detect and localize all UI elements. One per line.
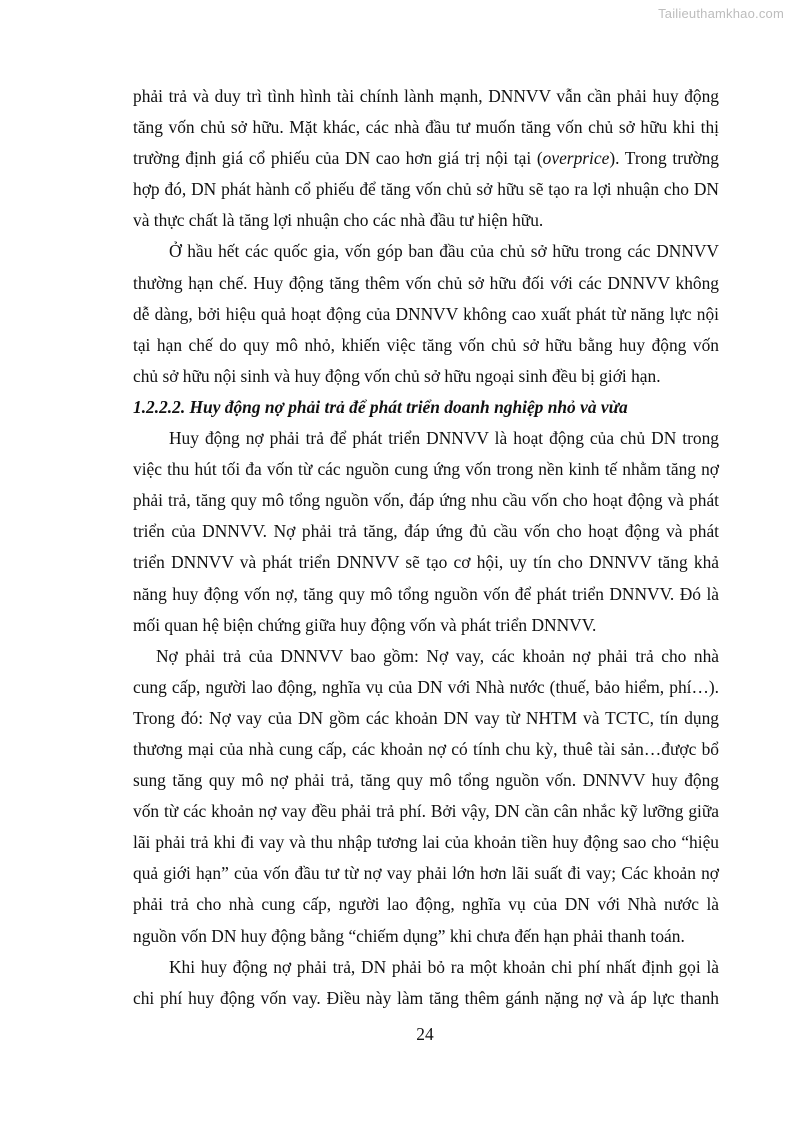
text-line: trường định giá cổ phiếu của DN cao hơn giá trị nội tại (overprice). Trong trường — [133, 148, 720, 169]
text-line: phải trả cho nhà cung cấp, người lao động, nghĩa vụ của DN với Nhà nước là — [133, 894, 719, 915]
text-line: cung cấp, người lao động, nghĩa vụ của DN với Nhà nước (thuế, bảo hiểm, phí…). — [133, 676, 719, 697]
text-line: nguồn vốn DN huy động bằng “chiếm dụng” khi chưa đến hạn phải thanh toán. — [133, 925, 685, 946]
text-line: lãi phải trả khi đi vay và thu nhập tương lai của khoản tiền huy động sao cho “hiệu — [133, 832, 719, 853]
text-line: Huy động nợ phải trả để phát triển DNNVV là hoạt động của chủ DN trong — [169, 428, 719, 449]
text-line: thương mại của nhà cung cấp, các khoản nợ có tính chu kỳ, thuê tài sản…được bổ — [133, 738, 719, 759]
text-line: phải trả và duy trì tình hình tài chính lành mạnh, DNNVV vẫn cần phải huy động — [133, 86, 719, 106]
text-line: triển DNNVV và phát triển DNNVV sẽ tạo cơ hội, uy tín cho DNNVV tăng khả — [133, 552, 719, 573]
text-line: chi phí huy động vốn vay. Điều này làm tăng thêm gánh nặng nợ và áp lực thanh — [133, 987, 719, 1008]
text-line: Nợ phải trả của DNNVV bao gồm: Nợ vay, các khoản nợ phải trả cho nhà — [156, 645, 719, 666]
text-line: Trong đó: Nợ vay của DN gồm các khoản DN vay từ NHTM và TCTC, tín dụng — [133, 707, 719, 728]
text-line: việc thu hút tối đa vốn từ các nguồn cung ứng vốn trong nền kinh tế nhằm tăng nợ — [133, 459, 719, 480]
section-heading: 1.2.2.2. Huy động nợ phải trả để phát triển doanh nghiệp nhỏ và vừa — [133, 396, 628, 417]
text-line: Ở hầu hết các quốc gia, vốn góp ban đầu của chủ sở hữu trong các DNNVV — [169, 241, 719, 262]
text-line: hợp đó, DN phát hành cổ phiếu để tăng vốn chủ sở hữu sẽ tạo ra lợi nhuận cho DN — [133, 179, 719, 200]
text-line: tăng vốn chủ sở hữu. Mặt khác, các nhà đầu tư muốn tăng vốn chủ sở hữu khi thị — [133, 117, 719, 138]
watermark: Tailieuthamkhao.com — [658, 6, 784, 21]
text-line: thường hạn chế. Huy động tăng thêm vốn chủ sở hữu đối với các DNNVV không — [133, 272, 719, 293]
italic-term: overprice — [542, 148, 610, 169]
text-line: quả giới hạn” của vốn đầu tư từ nợ vay phải lớn hơn lãi suất đi vay; Các khoản nợ — [133, 863, 719, 884]
text-line: sung tăng quy mô nợ phải trả, tăng quy mô tổng nguồn vốn. DNNVV huy động — [133, 770, 719, 791]
document-body — [133, 81, 719, 1014]
text-line: vốn từ các khoản nợ vay đều phải trả phí. Bởi vậy, DN cần cân nhắc kỹ lưỡng giữa — [133, 801, 719, 822]
text-line: dễ dàng, bởi hiệu quả hoạt động của DNNVV không cao xuất phát từ năng lực nội — [133, 303, 719, 324]
text-line: tại hạn chế do quy mô nhỏ, khiến việc tăng vốn chủ sở hữu bằng huy động vốn — [133, 334, 719, 355]
page-number: 24 — [416, 1024, 434, 1044]
text-line: phải trả, tăng quy mô tổng nguồn vốn, đáp ứng nhu cầu vốn cho hoạt động và phát — [133, 490, 719, 511]
text-line: và thực chất là tăng lợi nhuận cho các nhà đầu tư hiện hữu. — [133, 210, 544, 231]
text-line: chủ sở hữu nội sinh và huy động vốn chủ sở hữu ngoại sinh đều bị giới hạn. — [133, 365, 661, 386]
text-line: triển của DNNVV. Nợ phải trả tăng, đáp ứng đủ cầu vốn cho hoạt động và phát — [133, 521, 719, 542]
text-line: năng huy động vốn nợ, tăng quy mô tổng nguồn vốn để phát triển DNNVV. Đó là — [133, 583, 719, 604]
text-line: Khi huy động nợ phải trả, DN phải bỏ ra một khoản chi phí nhất định gọi là — [169, 956, 719, 977]
text-line: mối quan hệ biện chứng giữa huy động vốn và phát triển DNNVV. — [133, 614, 597, 635]
